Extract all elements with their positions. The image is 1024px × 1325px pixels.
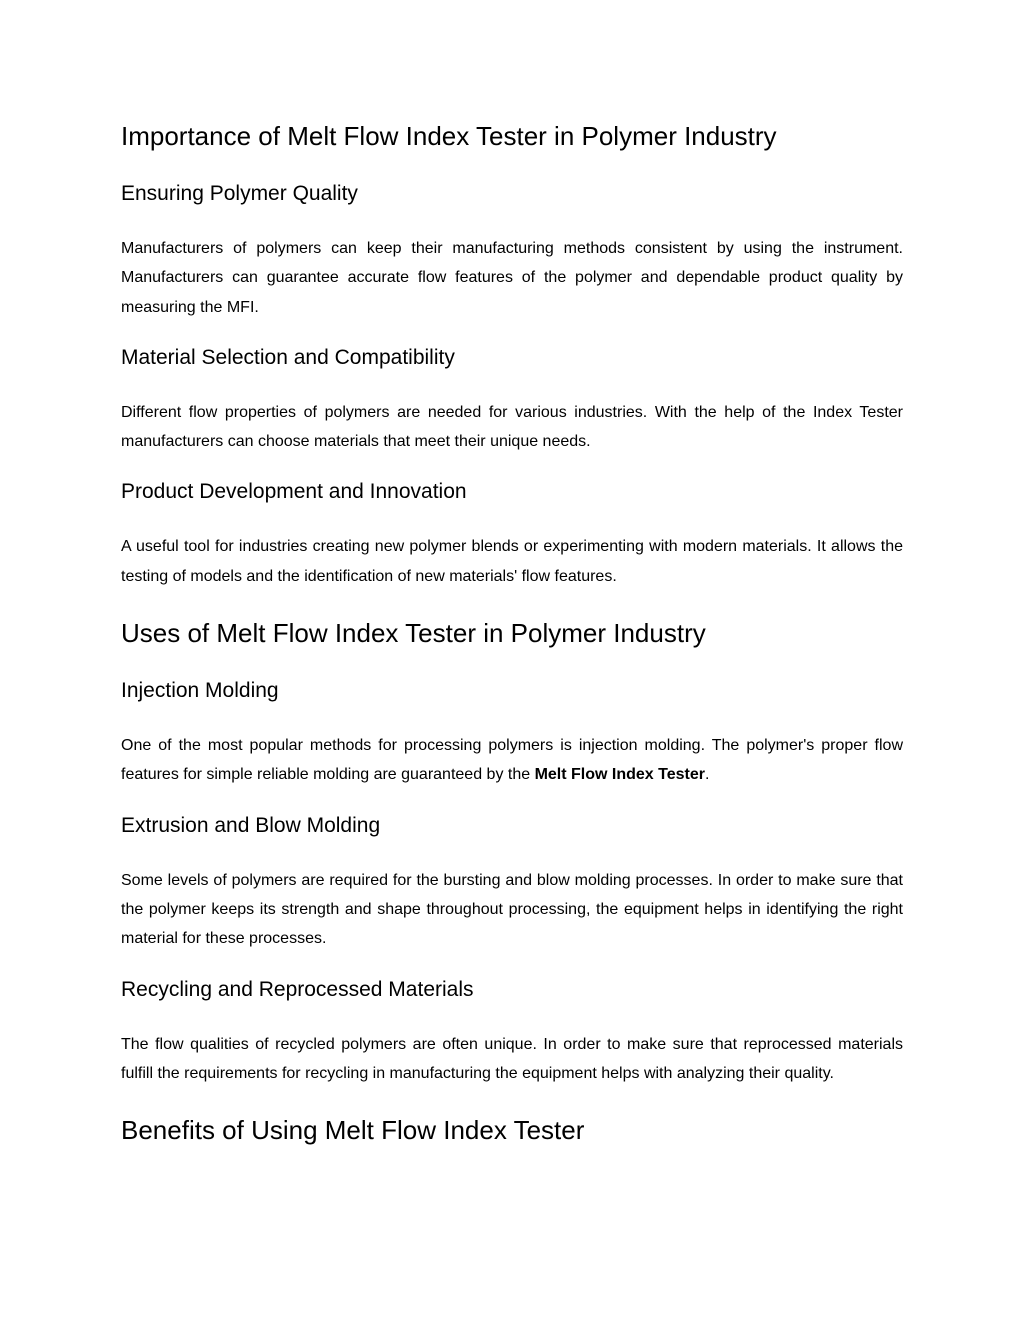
paragraph-extrusion-blow-molding: Some levels of polymers are required for the bursting and blow molding processes. In order to make sure that the polymer keeps its strength and shape throughout processing, the equipment helps in identifying the right material for these processes. bbox=[121, 871, 903, 948]
paragraph-product-development: A useful tool for industries creating new polymer blends or experimenting with modern materials. It allows the testing of models and the identification of new materials' flow features. bbox=[121, 538, 903, 585]
subheading-recycling: Recycling and Reprocessed Materials bbox=[121, 977, 474, 1001]
document-page bbox=[121, 118, 903, 1148]
subheading-extrusion-blow-molding: Extrusion and Blow Molding bbox=[121, 813, 381, 837]
paragraph-injection-molding bbox=[121, 731, 903, 790]
bold-term-melt-flow-index-tester: Melt Flow Index Tester bbox=[534, 766, 705, 784]
paragraph-recycling: The flow qualities of recycled polymers are often unique. In order to make sure that reprocessed materials fulfill the requirements for recycling in manufacturing the equipment helps with analyzing their quality. bbox=[121, 1035, 903, 1082]
subheading-ensuring-quality: Ensuring Polymer Quality bbox=[121, 182, 358, 205]
subheading-product-development: Product Development and Innovation bbox=[121, 480, 467, 504]
section-heading-uses: Uses of Melt Flow Index Tester in Polymer Industry bbox=[121, 618, 706, 649]
paragraph-injection-molding-end: . bbox=[704, 766, 710, 784]
section-heading-benefits: Benefits of Using Melt Flow Index Tester bbox=[121, 1115, 585, 1146]
paragraph-ensuring-quality: Manufacturers of polymers can keep their manufacturing methods consistent by using the instrument. Manufacturers can guarantee accurate flow features of the polymer and dependable product quality by measuring the MFI. bbox=[121, 240, 903, 316]
paragraph-material-selection: Different flow properties of polymers are needed for various industries. With the help of the Index Tester manufacturers can choose materials that meet their unique needs. bbox=[121, 403, 903, 451]
paragraph-injection-molding-text: One of the most popular methods for processing polymers is injection molding. The polymer's proper flow features for simple reliable molding are guaranteed by the bbox=[121, 737, 903, 784]
section-heading-importance: Importance of Melt Flow Index Tester in Polymer Industry bbox=[121, 121, 777, 151]
subheading-material-selection: Material Selection and Compatibility bbox=[121, 345, 455, 369]
subheading-injection-molding: Injection Molding bbox=[121, 679, 279, 703]
